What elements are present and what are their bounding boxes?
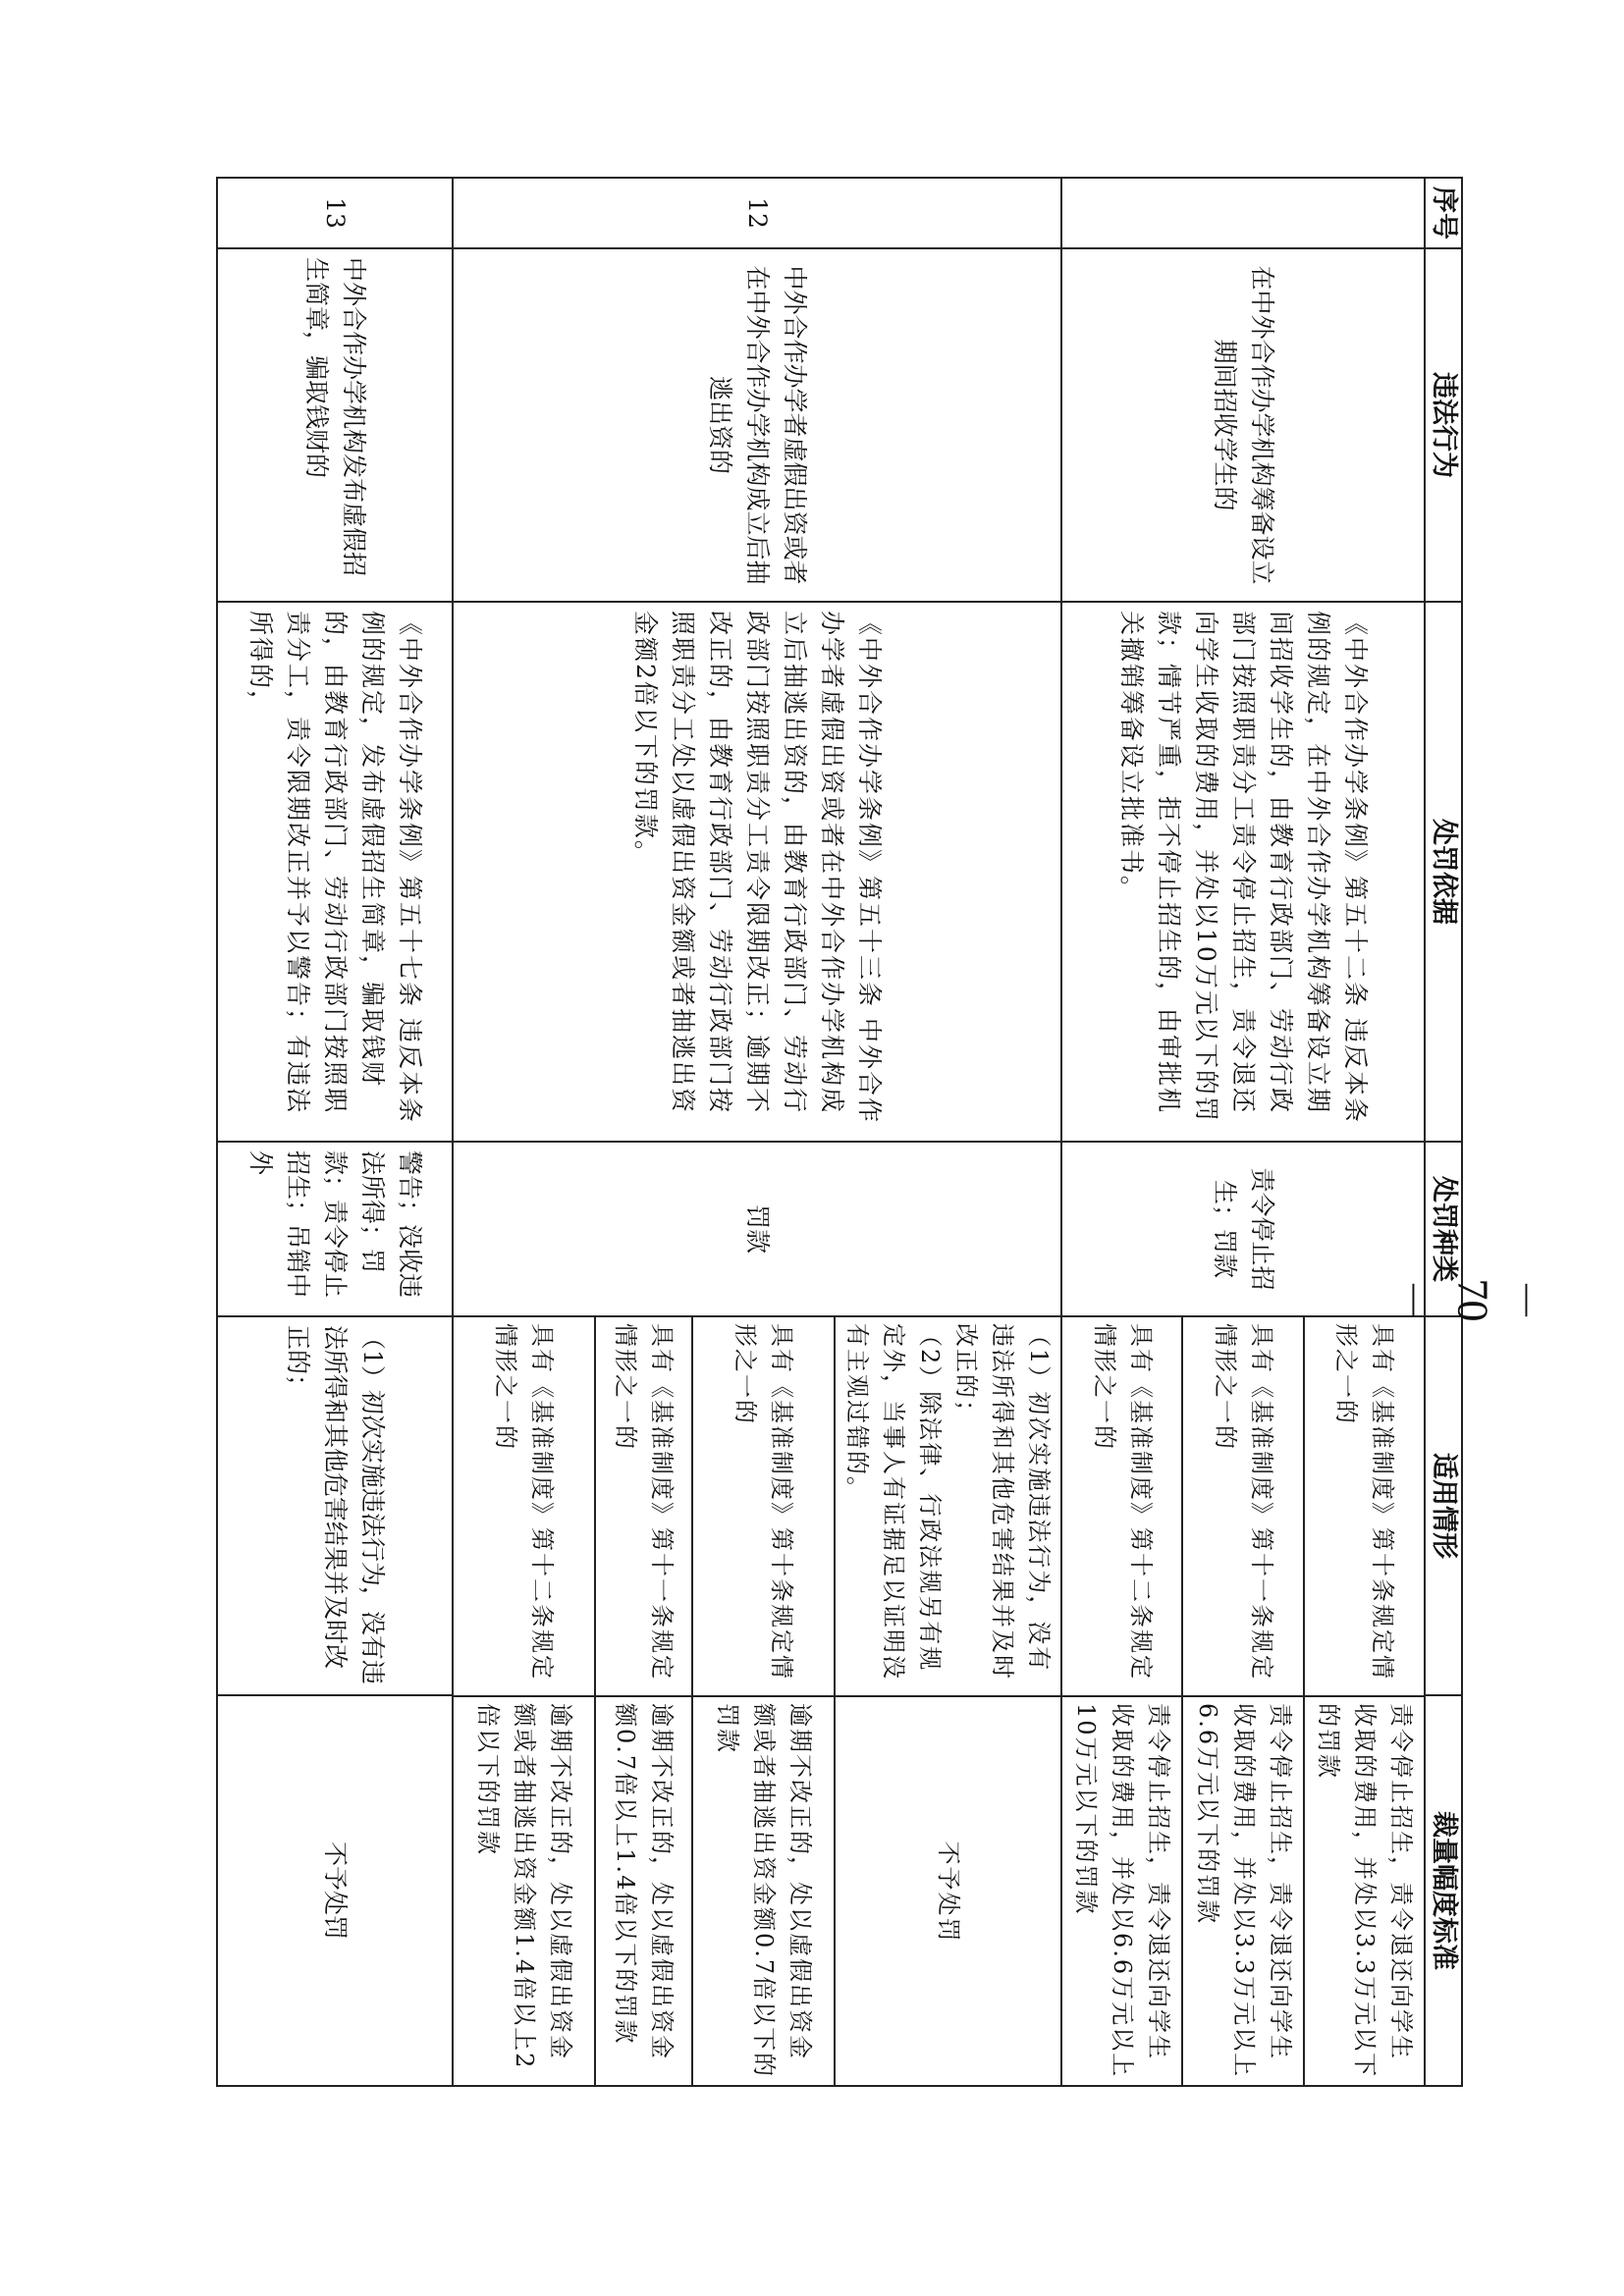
cell-behavior: 中外合作办学机构发布虚假招生简章，骗取钱财的	[217, 248, 453, 602]
list-item	[1182, 1317, 1303, 2087]
header-standard: 裁量幅度标准	[1425, 1695, 1462, 2086]
list-item	[835, 1317, 1060, 2087]
standard-text: 不予处罚	[835, 1696, 1060, 2087]
cell-basis: 《中外合作办学条例》第五十三条 中外合作办学者虚假出资或者在中外合作办学机构成立后抽逃出资的，由教育行政部门、劳动行政部门按照职责分工责令限期改正；逾期不改正的，由教育行政部门、劳动行政部门按照职责分工处以虚假出资金额或者抽逃出资金额2倍以下的罚款。	[453, 602, 1061, 1142]
situation-text: 具有《基准制度》第十二条规定情形之一的	[454, 1317, 595, 1696]
list-item	[454, 1317, 595, 2087]
standard-text: 责令停止招生，责令退还向学生收取的费用，并处以6.6万元以上10万元以下的罚款	[1072, 1703, 1173, 2079]
standard-text: 责令停止招生，责令退还向学生收取的费用，并处以3.3万元以上6.6万元以下的罚款	[1182, 1696, 1303, 2087]
cell-standard: 不予处罚	[217, 1695, 453, 2086]
situation-text: 具有《基准制度》第十二条规定情形之一的	[1062, 1317, 1182, 1696]
penalty-table-wrapper	[218, 177, 1463, 2085]
cell-seq: 13	[217, 178, 453, 248]
situation-text: 具有《基准制度》第十一条规定情形之一的	[1182, 1317, 1303, 1696]
cell-type: 警告；没收违法所得；罚款；责令停止招生；吊销中外	[217, 1142, 453, 1316]
rotated-page-content	[218, 177, 1463, 2085]
cell-seq	[1061, 178, 1425, 248]
situation-text: 具有《基准制度》第十条规定情形之一的	[1304, 1317, 1424, 1696]
standard-text: 逾期不改正的，处以虚假出资金额或者抽逃出资金额0.7倍以下的罚款	[692, 1696, 835, 2087]
header-situation: 适用情形	[1425, 1316, 1462, 1695]
situation-text: 具有《基准制度》第十一条规定情形之一的	[595, 1317, 692, 1696]
list-item	[1062, 1317, 1182, 2087]
situation-text: （1）初次实施违法行为，没有违法所得和其他危害结果并及时改正的； （2）除法律、行政法规另有规定外，当事人有证据足以证明没有主观过错的。	[835, 1317, 1060, 1696]
penalty-discretion-table	[216, 177, 1463, 2087]
sub-table	[454, 1317, 1060, 2087]
standard-text: 逾期不改正的，处以虚假出资金额或者抽逃出资金额1.4倍以上2倍以下的罚款	[473, 1703, 574, 2070]
cell-situation: （1）初次实施违法行为，没有违法所得和其他危害结果并及时改正的；	[217, 1316, 453, 1695]
standard-text: 逾期不改正的，处以虚假出资金额0.7倍以上1.4倍以下的罚款	[595, 1696, 692, 2087]
cell-behavior: 中外合作办学者虚假出资或者在中外合作办学机构成立后抽逃出资的	[453, 248, 1061, 602]
list-item	[1304, 1317, 1424, 2087]
header-seq: 序号	[1425, 178, 1462, 248]
table-row	[1061, 178, 1425, 2086]
cell-type: 罚款	[453, 1142, 1061, 1316]
header-basis: 处罚依据	[1425, 602, 1462, 1142]
sub-table	[1062, 1317, 1424, 2087]
cell-items	[453, 1316, 1061, 2086]
header-type: 处罚种类	[1425, 1142, 1462, 1316]
cell-basis: 《中外合作办学条例》第五十七条 违反本条例的规定，发布虚假招生简章，骗取钱财的，由教育行政部门、劳动行政部门按照职责分工，责令限期改正并予以警告；有违法所得的，	[217, 602, 453, 1142]
page-number: － 70 －	[1387, 1278, 1549, 1322]
standard-text: 责令停止招生，责令退还向学生收取的费用，并处以3.3万元以下的罚款	[1304, 1696, 1424, 2087]
cell-type: 责令停止招生；罚款	[1061, 1142, 1425, 1316]
list-item	[595, 1317, 692, 2087]
table-row	[453, 178, 1061, 2086]
cell-items	[1061, 1316, 1425, 2086]
cell-basis: 《中外合作办学条例》第五十二条 违反本条例的规定，在中外合作办学机构筹备设立期间招收学生的，由教育行政部门、劳动行政部门按照职责分工责令停止招生，责令退还向学生收取的费用，并处以10万元以下的罚款；情节严重，拒不停止招生的，由审批机关撤销筹备设立批准书。	[1061, 602, 1425, 1142]
cell-seq: 12	[453, 178, 1061, 248]
header-row	[1425, 178, 1462, 2086]
situation-text: 具有《基准制度》第十条规定情形之一的	[692, 1317, 835, 1696]
table-row	[217, 178, 453, 2086]
header-behavior: 违法行为	[1425, 248, 1462, 602]
list-item	[692, 1317, 835, 2087]
cell-behavior: 在中外合作办学机构筹备设立期间招收学生的	[1061, 248, 1425, 602]
